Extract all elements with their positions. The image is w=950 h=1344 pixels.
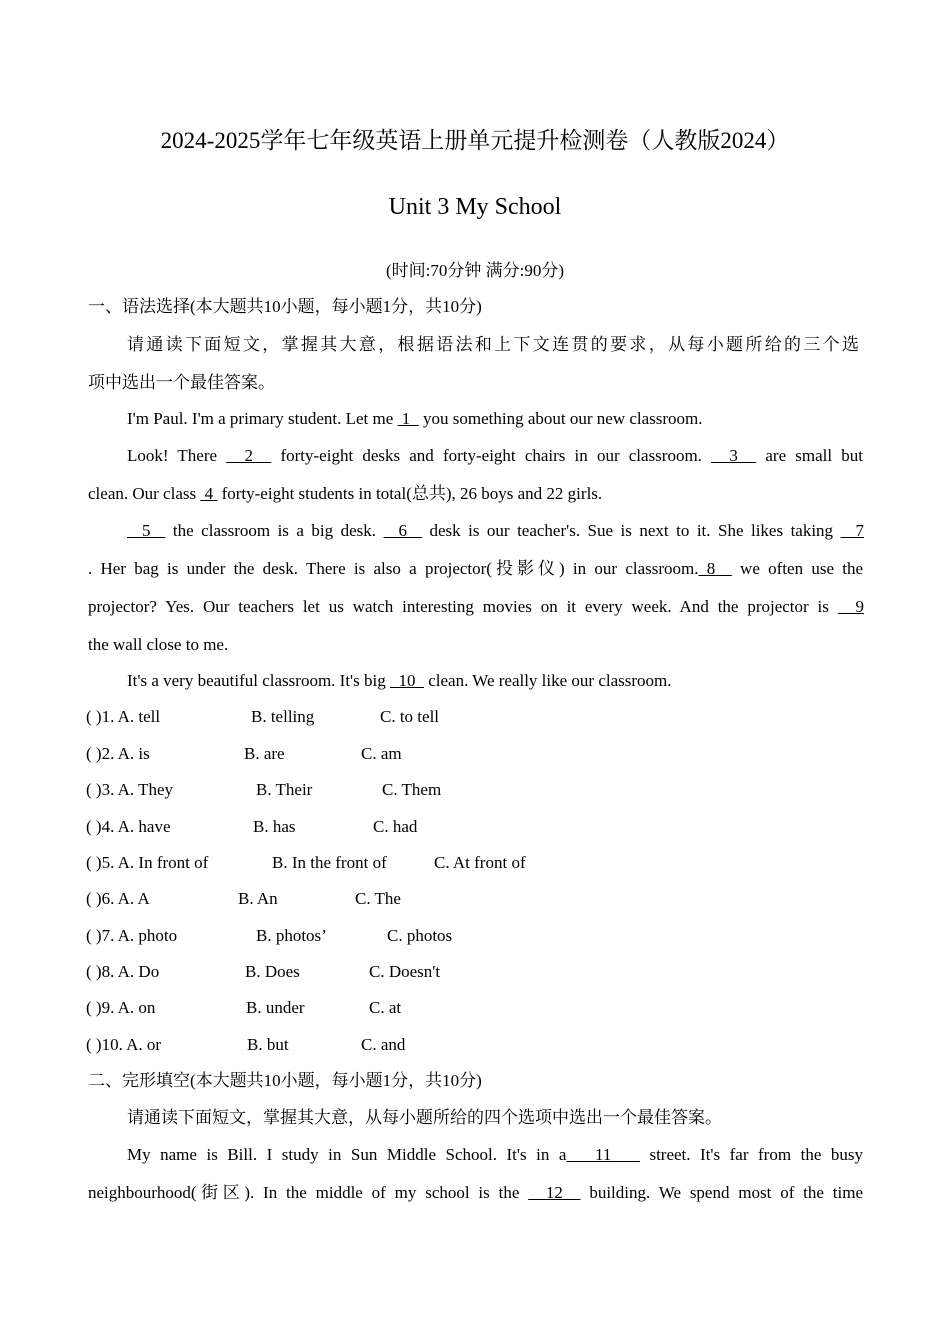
question-8-c: C. Doesn't bbox=[369, 962, 441, 981]
blank-4: 4 bbox=[204, 484, 214, 503]
question-2-b: B. are bbox=[244, 744, 285, 763]
blank-7: 7 bbox=[855, 521, 865, 540]
question-4-b: B. has bbox=[253, 817, 296, 836]
question-5-c: C. At front of bbox=[434, 853, 526, 872]
question-6-b: B. An bbox=[238, 889, 278, 908]
unit-subtitle: Unit 3 My School bbox=[388, 194, 562, 220]
blank-12: 12 bbox=[545, 1183, 563, 1202]
section1-heading: 一、语法选择(本大题共10小题，每小题1分，共10分) bbox=[88, 297, 482, 316]
blank-9: 9 bbox=[855, 597, 864, 616]
passage2-line2: neighbourhood(街区). In the middle of my school is the 12 building. We spend most of the time bbox=[88, 1183, 863, 1202]
question-10-b: B. but bbox=[247, 1035, 289, 1054]
question-3-b: B. Their bbox=[256, 780, 313, 799]
question-6-c: C. The bbox=[355, 889, 401, 908]
question-6-a: ( )6. A. A bbox=[86, 889, 150, 908]
time-info: (时间:70分钟 满分:90分) bbox=[385, 261, 565, 280]
section2-heading: 二、完形填空(本大题共10小题，每小题1分，共10分) bbox=[88, 1071, 482, 1090]
question-10-c: C. and bbox=[361, 1035, 406, 1054]
passage1-line7: the wall close to me. bbox=[88, 635, 229, 654]
question-1-c: C. to tell bbox=[380, 707, 440, 726]
blank-5: 5 bbox=[141, 521, 151, 540]
question-9-a: ( )9. A. on bbox=[86, 998, 156, 1017]
question-9-b: B. under bbox=[246, 998, 305, 1017]
question-7-c: C. photos bbox=[387, 926, 453, 945]
passage2-line1: My name is Bill. I study in Sun Middle School. It's in a 11 street. It's far from the busy bbox=[127, 1145, 864, 1164]
question-3-a: ( )3. A. They bbox=[86, 780, 174, 799]
passage1-line4: 5 the classroom is a big desk. 6 desk is our teacher's. Sue is next to it. She likes taking 7 bbox=[127, 520, 864, 542]
question-7-a: ( )7. A. photo bbox=[86, 926, 178, 945]
blank-6: 6 bbox=[398, 521, 408, 540]
section2-instruction: 请通读下面短文，掌握其大意，从每小题所给的四个选项中选出一个最佳答案。 bbox=[127, 1108, 722, 1127]
page-title: 2024-2025学年七年级英语上册单元提升检测卷（人教版2024） bbox=[160, 128, 790, 153]
passage1-line2: Look! There 2 forty-eight desks and forty-eight chairs in our classroom. 3 are small but bbox=[127, 446, 863, 465]
question-2-c: C. am bbox=[361, 744, 402, 763]
blank-1: 1 bbox=[401, 409, 411, 428]
question-9-c: C. at bbox=[369, 998, 402, 1017]
blank-11: 11 bbox=[594, 1145, 612, 1164]
section1-instruction-line1: 请通读下面短文，掌握其大意，根据语法和上下文连贯的要求，从每小题所给的三个选 bbox=[127, 335, 859, 354]
blank-8: 8 bbox=[706, 559, 716, 578]
question-7-b: B. photos’ bbox=[256, 926, 327, 945]
question-2-a: ( )2. A. is bbox=[86, 744, 150, 763]
question-4-a: ( )4. A. have bbox=[86, 817, 171, 836]
question-8-b: B. Does bbox=[245, 962, 300, 981]
passage1-line5: . Her bag is under the desk. There is also a projector(投影仪) in our classroom. 8 we often use the bbox=[88, 559, 864, 578]
question-1-a: ( )1. A. tell bbox=[86, 707, 161, 726]
passage1-line8: It's a very beautiful classroom. It's big 10 clean. We really like our classroom. bbox=[127, 671, 672, 690]
question-5-b: B. In the front of bbox=[272, 853, 387, 872]
question-3-c: C. Them bbox=[382, 780, 442, 799]
question-4-c: C. had bbox=[373, 817, 418, 836]
section1-instruction-line2: 项中选出一个最佳答案。 bbox=[88, 373, 275, 392]
passage1-line3: clean. Our class 4 forty-eight students in total(总共), 26 boys and 22 girls. bbox=[88, 484, 603, 503]
question-1-b: B. telling bbox=[251, 707, 315, 726]
question-5-a: ( )5. A. In front of bbox=[86, 853, 209, 872]
question-10-a: ( )10. A. or bbox=[86, 1035, 162, 1054]
passage1-line1: I'm Paul. I'm a primary student. Let me 1 you something about our new classroom. bbox=[127, 409, 703, 428]
blank-2: 2 bbox=[244, 446, 253, 465]
passage1-line6: projector? Yes. Our teachers let us watch interesting movies on it every week. And the projector is 9 bbox=[88, 597, 864, 616]
question-8-a: ( )8. A. Do bbox=[86, 962, 160, 981]
blank-10: 10 bbox=[398, 671, 416, 690]
blank-3: 3 bbox=[729, 446, 738, 465]
